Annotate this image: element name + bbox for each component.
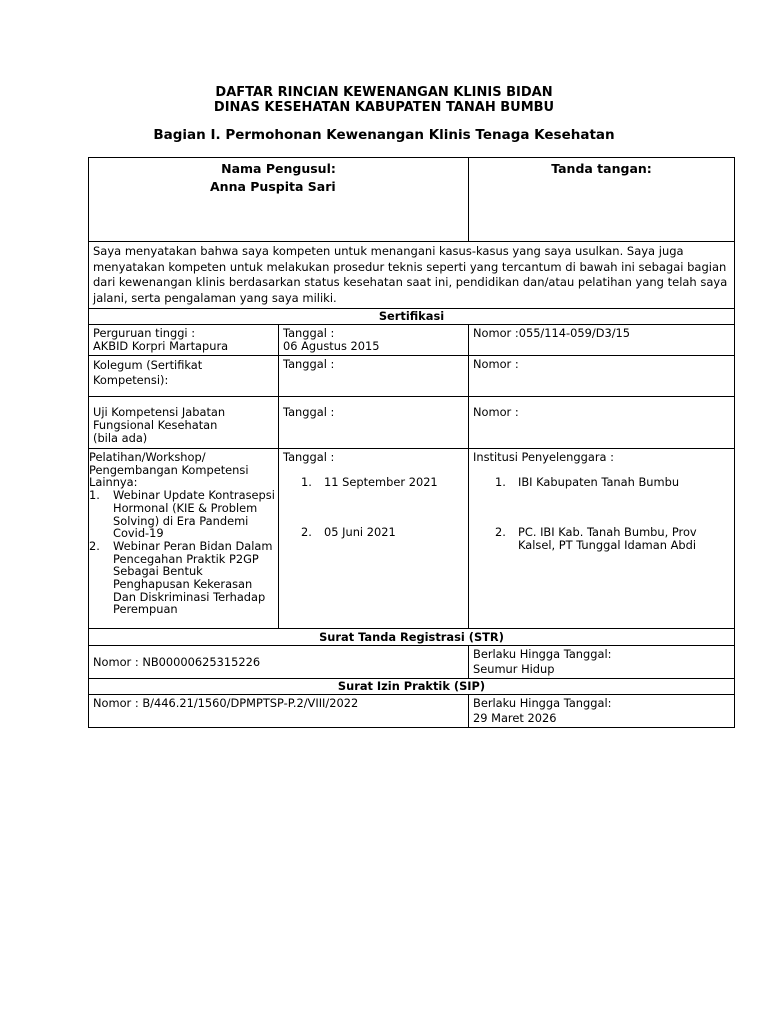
training-cell: [89, 449, 279, 629]
str-valid-value: Seumur Hidup: [473, 662, 555, 676]
certification-heading: Sertifikasi: [89, 309, 735, 325]
university-date-value: 06 Agustus 2015: [283, 339, 380, 353]
training-item-2-number: 2.: [89, 538, 100, 553]
competency-label-line2: Fungsional Kesehatan: [93, 418, 218, 432]
competency-date-label: Tanggal :: [279, 397, 469, 449]
institution-label: Institusi Penyelenggara :: [473, 450, 614, 464]
str-valid-cell: [469, 646, 735, 679]
sip-heading: Surat Izin Praktik (SIP): [89, 679, 735, 695]
training-institutions-cell: [469, 449, 735, 629]
competency-label-line3: (bila ada): [93, 431, 148, 445]
training-label: Pelatihan/Workshop/ Pengembangan Kompetensi Lainnya:: [89, 450, 249, 490]
competency-label-line1: Uji Kompetensi Jabatan: [93, 405, 226, 419]
signature-label: Tanda tangan:: [551, 161, 652, 176]
sip-valid-label: Berlaku Hingga Tanggal:: [473, 696, 612, 710]
training-date-2-number: 2.: [301, 525, 312, 539]
institution-1-text: IBI Kabupaten Tanah Bumbu: [518, 475, 680, 489]
institution-2: [473, 526, 730, 552]
competency-cell: [89, 397, 279, 449]
university-cell: [89, 325, 279, 356]
university-label: Perguruan tinggi :: [93, 326, 196, 340]
training-date-1: [283, 476, 464, 489]
signature-cell: [469, 158, 735, 242]
document-title: DAFTAR RINCIAN KEWENANGAN KLINIS BIDAN: [215, 85, 553, 100]
training-date-2: [283, 526, 464, 539]
section-title: Bagian I. Permohonan Kewenangan Klinis Tenaga Kesehatan: [153, 127, 615, 143]
training-date-2-text: 05 Juni 2021: [324, 525, 396, 539]
training-item-1-text: Webinar Update Kontrasepsi Hormonal (KIE & Problem Solving) di Era Pandemi Covid-19: [113, 488, 275, 541]
proposer-name-value: Anna Puspita Sari: [210, 179, 336, 194]
institution-2-number: 2.: [495, 525, 506, 539]
sip-number: Nomor : B/446.21/1560/DPMPTSP-P.2/VIII/2022: [89, 695, 469, 728]
sip-valid-cell: [469, 695, 735, 728]
str-valid-label: Berlaku Hingga Tanggal:: [473, 647, 612, 661]
training-item-1: [89, 489, 276, 540]
training-date-label: Tanggal :: [283, 450, 335, 464]
university-date-cell: [279, 325, 469, 356]
statement-text: Saya menyatakan bahwa saya kompeten untuk menangani kasus-kasus yang saya usulkan. Saya juga menyatakan kompeten untuk melakukan prosedur teknis seperti yang tercantum di bawah ini sebagai bagian dari kewenangan klinis berdasarkan status kesehatan saat ini, pendidikan dan/atau pelatihan yang telah saya jalani, serta pengalaman yang saya miliki.: [89, 242, 735, 309]
collegium-label: Kolegum (Sertifikat Kompetensi):: [89, 356, 279, 397]
competency-number-label: Nomor :: [469, 397, 735, 449]
sip-valid-value: 29 Maret 2026: [473, 711, 557, 725]
university-date-label: Tanggal :: [283, 326, 335, 340]
institution-1-number: 1.: [495, 475, 506, 489]
proposer-name-label: Nama Pengusul:: [221, 161, 336, 176]
institution-2-text: PC. IBI Kab. Tanah Bumbu, Prov Kalsel, PT Tunggal Idaman Abdi: [518, 525, 697, 552]
document-subtitle: DINAS KESEHATAN KABUPATEN TANAH BUMBU: [213, 100, 555, 115]
form-table: [88, 157, 735, 728]
training-date-1-text: 11 September 2021: [324, 475, 438, 489]
training-item-2: [89, 540, 276, 616]
training-dates-cell: [279, 449, 469, 629]
proposer-cell: [89, 158, 469, 242]
training-item-1-number: 1.: [89, 488, 100, 503]
collegium-date-label: Tanggal :: [279, 356, 469, 397]
str-heading: Surat Tanda Registrasi (STR): [89, 629, 735, 646]
collegium-number-label: Nomor :: [469, 356, 735, 397]
institution-1: [473, 476, 730, 489]
training-item-2-text: Webinar Peran Bidan Dalam Pencegahan Praktik P2GP Sebagai Bentuk Penghapusan Kekerasan Dan Diskriminasi Terhadap Perempuan: [113, 538, 273, 617]
university-number: Nomor :055/114-059/D3/15: [469, 325, 735, 356]
university-value: AKBID Korpri Martapura: [93, 339, 229, 353]
str-number: Nomor : NB00000625315226: [89, 646, 469, 679]
training-date-1-number: 1.: [301, 475, 312, 489]
